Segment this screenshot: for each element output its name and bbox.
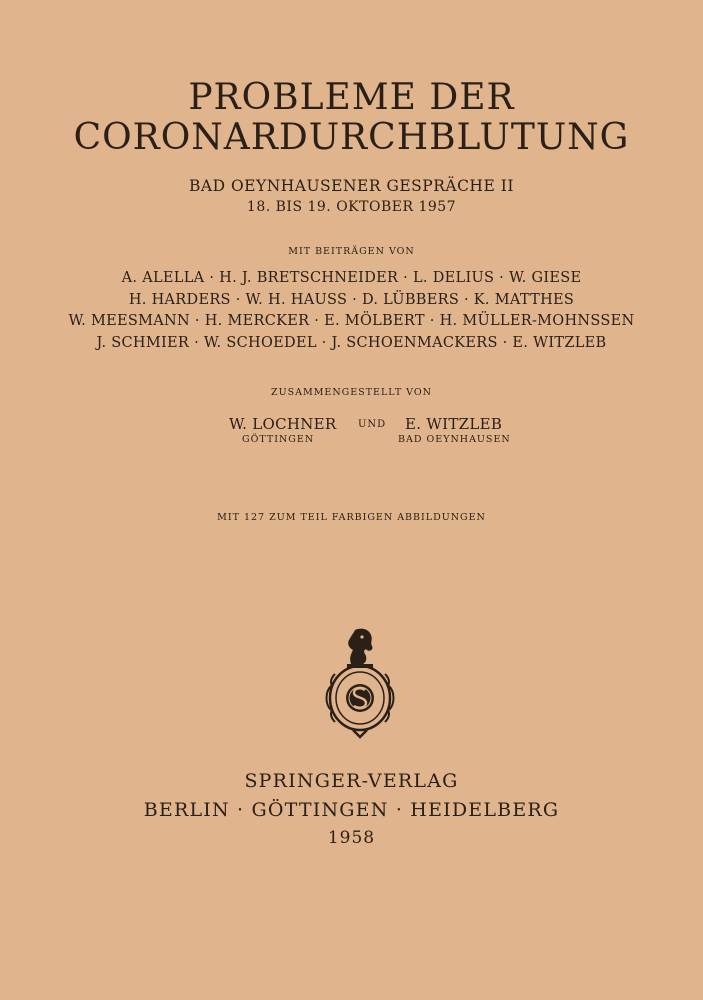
publication-year: 1958 bbox=[327, 828, 376, 848]
editor-2-name: E. WITZLEB bbox=[405, 415, 503, 433]
contributors-line: J. SCHMIER · W. SCHOEDEL · J. SCHOENMACKERS · E. WITZLEB bbox=[96, 334, 607, 351]
book-title-line-2: CORONARDURCHBLUTUNG bbox=[73, 117, 630, 158]
illustrations-note: MIT 127 ZUM TEIL FARBIGEN ABBILDUNGEN bbox=[217, 512, 486, 523]
editors-connector: UND bbox=[358, 419, 387, 430]
book-title-line-1: PROBLEME DER bbox=[188, 77, 515, 118]
editor-1-city: GÖTTINGEN bbox=[242, 434, 315, 445]
editor-2-city: BAD OEYNHAUSEN bbox=[398, 434, 511, 445]
event-date: 18. BIS 19. OKTOBER 1957 bbox=[246, 199, 457, 215]
publisher-name: SPRINGER-VERLAG bbox=[244, 770, 459, 792]
series-subtitle: BAD OEYNHAUSENER GESPRÄCHE II bbox=[189, 177, 514, 195]
contributors-line: W. MEESMANN · H. MERCKER · E. MÖLBERT · H. MÜLLER-MOHNSSEN bbox=[68, 313, 635, 329]
contributors-line: H. HARDERS · W. H. HAUSS · D. LÜBBERS · K. MATTHES bbox=[128, 291, 575, 308]
editor-1-name: W. LOCHNER bbox=[229, 415, 337, 433]
contributors-label: MIT BEITRÄGEN VON bbox=[288, 246, 415, 257]
publisher-cities: BERLIN · GÖTTINGEN · HEIDELBERG bbox=[143, 799, 560, 821]
compiled-by-label: ZUSAMMENGESTELLT VON bbox=[271, 387, 432, 398]
contributors-list bbox=[0, 268, 703, 354]
springer-knight-logo-icon bbox=[325, 626, 395, 740]
contributors-line: A. ALELLA · H. J. BRETSCHNEIDER · L. DELIUS · W. GIESE bbox=[121, 270, 582, 286]
